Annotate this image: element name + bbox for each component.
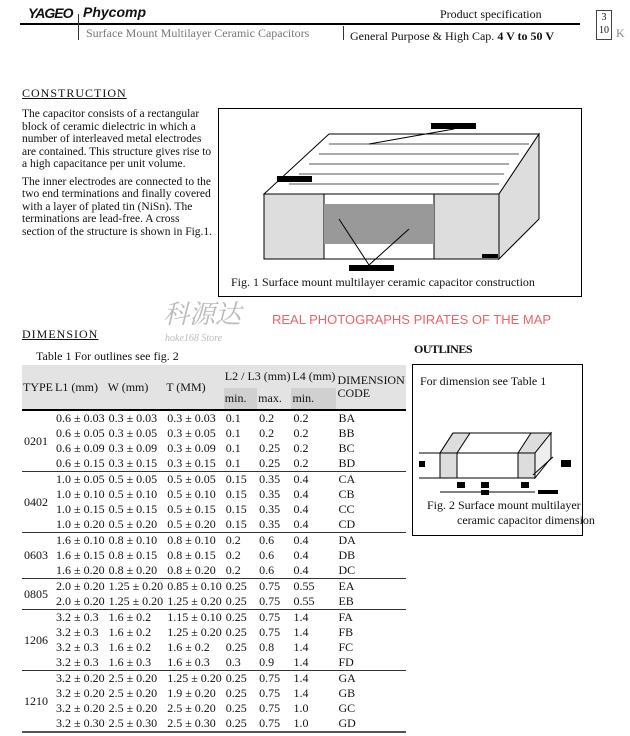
cell: 0.9 <box>259 655 275 669</box>
table-caption: Table 1 For outlines see fig. 2 <box>36 349 179 363</box>
cell: 0.75 <box>259 625 281 639</box>
series-text: General Purpose & High Cap. <box>350 29 495 43</box>
figure-2 <box>412 364 595 536</box>
table-row <box>22 548 406 563</box>
type-cell: 1210 <box>22 671 54 733</box>
type-cell: 0201 <box>24 433 48 448</box>
cell: FD <box>338 655 354 669</box>
cell: 1.25 ± 0.20 <box>167 594 222 608</box>
cell: 0.6 ± 0.09 <box>56 441 105 455</box>
cell: 0.4 <box>293 548 309 562</box>
overlay-glyph: K <box>616 26 625 40</box>
table-row <box>22 701 406 716</box>
cell: 1.4 <box>293 625 309 639</box>
cell: BC <box>338 441 355 455</box>
store-watermark-en: hoke168 Store <box>165 333 223 344</box>
cell: 0.3 ± 0.09 <box>167 441 216 455</box>
cell: 1.6 ± 0.2 <box>108 625 152 639</box>
cell: 0.5 ± 0.05 <box>107 472 166 488</box>
table-row <box>22 563 406 579</box>
cell: 0.2 <box>293 456 309 470</box>
outline-note: For dimension see Table 1 <box>420 374 547 388</box>
table-row <box>22 671 406 687</box>
page-number <box>596 10 612 40</box>
cell: 0.2 <box>224 533 257 549</box>
cell: 0.75 <box>257 610 291 626</box>
cell: 0.4 <box>293 487 309 501</box>
construction-heading: CONSTRUCTION <box>22 86 127 100</box>
cell: 1.15 ± 0.10 <box>167 610 222 624</box>
cell: 0.25 <box>224 610 257 626</box>
cell: 0.4 <box>293 517 309 531</box>
cell: 0.5 ± 0.20 <box>108 517 158 531</box>
cell: 0.3 ± 0.03 <box>167 411 216 425</box>
divider <box>78 14 79 40</box>
cell: GC <box>338 701 356 715</box>
col-l1: L1 (mm) <box>54 365 107 410</box>
divider <box>343 26 344 40</box>
cell: 0.1 <box>225 441 241 455</box>
cell: 1.0 <box>293 701 309 715</box>
cell: 2.5 ± 0.20 <box>108 701 158 715</box>
cell: 1.0 <box>293 716 309 730</box>
type-cell: 0805 <box>22 579 54 610</box>
cell: 0.8 <box>259 640 275 654</box>
cell: 0.15 <box>225 487 247 501</box>
cell: CB <box>338 487 355 501</box>
cell: DC <box>338 563 356 577</box>
cell: 0.4 <box>291 472 336 488</box>
cell: 0.25 <box>259 441 281 455</box>
cell: GD <box>338 716 356 730</box>
cell: 0.6 ± 0.15 <box>56 456 105 470</box>
cell: 3.2 ± 0.20 <box>56 671 105 685</box>
cell: 1.0 ± 0.10 <box>56 487 105 501</box>
capacitor-construction-illustration <box>219 109 581 296</box>
cell: 0.5 ± 0.15 <box>167 502 216 516</box>
cell: 0.15 <box>225 502 247 516</box>
table-row <box>22 441 406 456</box>
cell: 0.6 ± 0.05 <box>56 426 105 440</box>
phycomp-logo: Phycomp <box>83 4 147 20</box>
table-row <box>22 410 406 426</box>
cell: 0.25 <box>225 594 247 608</box>
yageo-logo: YAGEO <box>28 5 73 21</box>
cell: GB <box>338 686 356 700</box>
dimension-heading: DIMENSION <box>22 327 99 341</box>
cell: 3.2 ± 0.3 <box>56 625 99 639</box>
header-rule <box>20 23 580 25</box>
cell: 0.75 <box>259 594 281 608</box>
cell: 0.3 ± 0.15 <box>108 456 158 470</box>
col-l2l3-max: max. <box>257 388 291 410</box>
col-l2l3: L2 / L3 (mm) <box>224 365 292 388</box>
type-cell: 1206 <box>22 610 54 671</box>
table-row <box>22 610 406 626</box>
cell: 0.35 <box>259 487 281 501</box>
figure-2-caption-1: Fig. 2 Surface mount multilayer <box>427 498 581 512</box>
cell: 0.5 ± 0.20 <box>167 517 216 531</box>
cell: 1.6 ± 0.10 <box>56 533 105 547</box>
table-row <box>22 456 406 472</box>
cell: 0.4 <box>293 502 309 516</box>
cell: DB <box>338 548 356 562</box>
cell: 0.3 ± 0.05 <box>108 426 158 440</box>
cell: 0.4 <box>291 533 336 549</box>
cell: FB <box>338 625 354 639</box>
table-row <box>22 426 406 441</box>
outlines-heading: OUTLINES <box>414 342 473 356</box>
cell: 0.75 <box>259 686 281 700</box>
cell: 3.2 ± 0.30 <box>56 716 105 730</box>
cell: 0.8 ± 0.15 <box>167 548 216 562</box>
cell: 0.25 <box>225 716 247 730</box>
table-row <box>22 533 406 549</box>
cell: 1.6 ± 0.3 <box>167 655 210 669</box>
cell: 0.8 ± 0.15 <box>108 548 158 562</box>
cell: 0.2 <box>293 441 309 455</box>
cell: 1.25 ± 0.20 <box>167 625 222 639</box>
table-row <box>22 502 406 517</box>
cell: BA <box>338 411 356 425</box>
cell: 3.2 ± 0.20 <box>56 701 105 715</box>
figure-1 <box>218 108 582 297</box>
dimension-table <box>22 365 406 733</box>
page-total: 10 <box>599 25 609 36</box>
cell: 2.5 ± 0.30 <box>167 716 216 730</box>
cell: CD <box>338 517 356 531</box>
construction-text <box>22 108 214 243</box>
cell: 0.85 ± 0.10 <box>167 579 222 593</box>
cell: 1.25 ± 0.20 <box>108 594 164 608</box>
pirate-watermark: REAL PHOTOGRAPHS PIRATES OF THE MAP <box>272 312 552 327</box>
table-row <box>22 472 406 488</box>
cell: 0.3 ± 0.05 <box>167 426 216 440</box>
cell: 0.6 <box>259 548 275 562</box>
cell: 2.5 ± 0.20 <box>107 671 166 687</box>
cell: 0.75 <box>257 671 291 687</box>
table-row <box>22 625 406 640</box>
cell: 0.3 ± 0.09 <box>108 441 158 455</box>
cell: 1.0 ± 0.15 <box>56 502 105 516</box>
cell: CC <box>338 502 355 516</box>
cell: 0.25 <box>259 456 281 470</box>
table-row <box>22 487 406 502</box>
cell: EB <box>338 594 354 608</box>
cell: 0.35 <box>259 502 281 516</box>
cell: 0.15 <box>225 517 247 531</box>
cell: 0.3 <box>225 655 241 669</box>
cell: 3.2 ± 0.20 <box>56 686 105 700</box>
col-w: W (mm) <box>107 365 166 410</box>
cell: 1.6 ± 0.15 <box>56 548 105 562</box>
cell: 1.6 ± 0.2 <box>167 640 210 654</box>
table-row <box>22 640 406 655</box>
construction-paragraph-2: The inner electrodes are connected to the two end terminations and finally covered with a layer of plated tin (NiSn). The terminations are lead-free. A cross section of the structure is shown in Fig.1. <box>22 175 213 238</box>
table-row <box>22 655 406 671</box>
cell: 0.75 <box>259 716 281 730</box>
figure-2-caption-2: ceramic capacitor dimension <box>457 513 595 527</box>
table-row <box>22 686 406 701</box>
cell: 1.0 ± 0.05 <box>56 472 105 486</box>
cell: 3.2 ± 0.3 <box>54 610 107 626</box>
cell: 0.8 ± 0.10 <box>107 533 166 549</box>
cell: 0.35 <box>257 472 291 488</box>
cell: 0.25 <box>224 579 257 595</box>
cell: 0.2 <box>293 426 309 440</box>
cell: FC <box>338 640 354 654</box>
cell: 1.4 <box>293 655 309 669</box>
cell: 0.5 ± 0.10 <box>167 487 216 501</box>
table-row <box>22 594 406 610</box>
cell: 1.6 ± 0.2 <box>108 640 152 654</box>
cell: 0.55 <box>293 594 315 608</box>
header-series <box>350 29 554 44</box>
cell: 3.2 ± 0.3 <box>56 640 99 654</box>
cell: 2.0 ± 0.20 <box>56 594 105 608</box>
cell: 1.4 <box>291 610 336 626</box>
cell: 0.5 ± 0.10 <box>108 487 158 501</box>
cell: 1.6 ± 0.2 <box>107 610 166 626</box>
cell: 0.4 <box>293 563 309 577</box>
col-type: TYPE <box>22 365 54 410</box>
table-body <box>22 410 406 732</box>
cell: 2.0 ± 0.20 <box>56 579 105 593</box>
store-watermark: 科源达 <box>163 300 242 329</box>
cell: GA <box>336 671 406 687</box>
cell: 0.8 ± 0.10 <box>165 533 224 549</box>
cell: 0.35 <box>259 517 281 531</box>
col-l4: L4 (mm) <box>291 365 336 388</box>
cell: BB <box>338 426 355 440</box>
cell: 0.6 ± 0.03 <box>56 411 105 425</box>
voltage-text: 4 V to 50 V <box>497 29 554 43</box>
cell: 0.1 <box>225 411 241 425</box>
cell: 0.75 <box>259 701 281 715</box>
cell: 0.5 ± 0.15 <box>108 502 158 516</box>
cell: 0.2 <box>259 411 275 425</box>
cell: EA <box>336 579 406 595</box>
cell: 0.2 <box>225 548 241 562</box>
cell: 0.6 <box>257 533 291 549</box>
table-row <box>22 517 406 533</box>
cell: 0.6 <box>259 563 275 577</box>
figure-1-caption: Fig. 1 Surface mount multilayer ceramic capacitor construction <box>231 275 535 289</box>
cell: 1.6 ± 0.20 <box>56 563 105 577</box>
cell: BD <box>338 456 356 470</box>
cell: 0.2 <box>293 411 309 425</box>
cell: 0.1 <box>225 426 241 440</box>
table-row <box>22 579 406 595</box>
col-l4-min: min. <box>291 388 336 410</box>
type-cell: 0402 <box>22 472 54 533</box>
cell: 0.8 ± 0.20 <box>108 563 158 577</box>
cell: FA <box>336 610 406 626</box>
doc-type: Product specification <box>440 7 542 21</box>
cell: 3.2 ± 0.3 <box>56 655 99 669</box>
type-cell: 0603 <box>22 533 54 579</box>
cell: 2.5 ± 0.30 <box>108 716 158 730</box>
cell: 1.4 <box>293 640 309 654</box>
cell: 1.25 ± 0.20 <box>167 671 222 685</box>
cell: 2.5 ± 0.20 <box>167 701 216 715</box>
cell: 0.5 ± 0.05 <box>165 472 224 488</box>
page-current: 3 <box>601 12 607 23</box>
cell: 1.4 <box>293 686 309 700</box>
cell: 0.55 <box>291 579 336 595</box>
cell: 0.25 <box>225 686 247 700</box>
col-l2l3-min: min. <box>224 388 257 410</box>
cell: 1.25 ± 0.20 <box>108 579 164 593</box>
cell: 0.25 <box>225 640 247 654</box>
table-row <box>22 716 406 732</box>
cell: 0.1 <box>225 456 241 470</box>
construction-paragraph-1: The capacitor consists of a rectangular block of ceramic dielectric in which a number of interleaved metal electrodes are contained. This structure gives rise to a high capacitance per unit volume. <box>22 108 212 170</box>
cell: 0.2 <box>225 563 241 577</box>
cell: 0.3 ± 0.15 <box>167 456 216 470</box>
cell: 0.3 ± 0.03 <box>108 411 158 425</box>
cell: 0.8 ± 0.20 <box>167 563 216 577</box>
cell: CA <box>336 472 406 488</box>
capacitor-dimension-illustration <box>413 395 582 495</box>
cell: 0.15 <box>224 472 257 488</box>
cell: 1.4 <box>291 671 336 687</box>
cell: 1.6 ± 0.3 <box>108 655 152 669</box>
col-code: DIMENSION CODE <box>336 365 406 410</box>
cell: 1.9 ± 0.20 <box>167 686 216 700</box>
cell: 0.25 <box>225 701 247 715</box>
cell: DA <box>336 533 406 549</box>
cell: 0.25 <box>224 671 257 687</box>
cell: 0.75 <box>257 579 291 595</box>
cell: 1.0 ± 0.20 <box>56 517 105 531</box>
col-t: T (MM) <box>165 365 224 410</box>
header-subtitle: Surface Mount Multilayer Ceramic Capacitors <box>86 26 310 40</box>
cell: 0.25 <box>225 625 247 639</box>
cell: 0.2 <box>259 426 275 440</box>
cell: 2.5 ± 0.20 <box>108 686 158 700</box>
